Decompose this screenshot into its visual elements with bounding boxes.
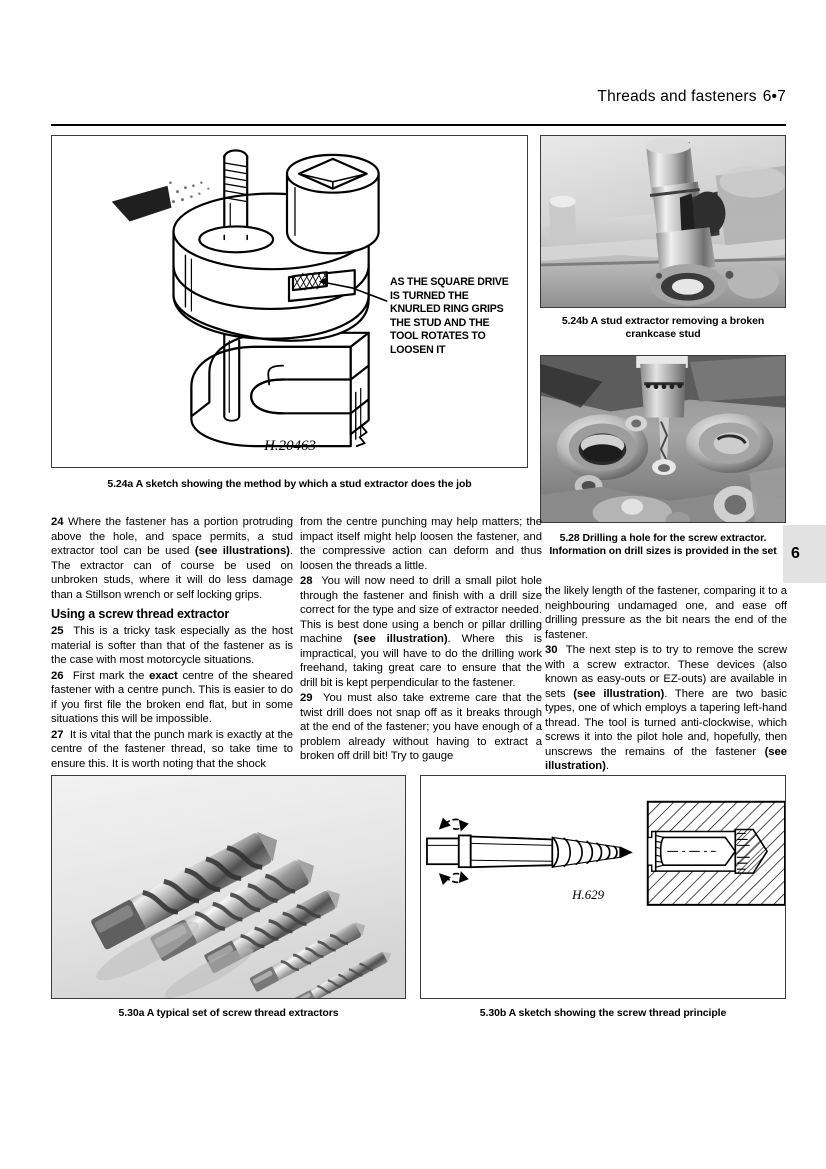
figure-5-28 xyxy=(540,355,786,523)
figure-5-30a xyxy=(51,775,406,999)
header-page-ref: 6•7 xyxy=(762,88,786,105)
paragraph-28-bold: (see illustration) xyxy=(353,633,448,646)
stud-extractor-photo xyxy=(541,136,785,308)
figure-5-24b xyxy=(540,135,786,308)
chapter-tab-number: 6 xyxy=(791,545,800,562)
caption-5-28: 5.28 Drilling a hole for the screw extractor. Information on drill sizes is provided in the set xyxy=(549,532,777,557)
paragraph-26-text-a: First mark the xyxy=(72,669,150,682)
subheading-screw-thread-extractor: Using a screw thread extractor xyxy=(51,607,230,622)
body-column-1 xyxy=(51,515,293,771)
paragraph-29 xyxy=(300,691,542,764)
paragraph-26 xyxy=(51,669,293,727)
paragraph-24-bold: (see illustrations) xyxy=(194,545,290,558)
caption-5-24a: 5.24a A sketch showing the method by which a stud extractor does the job xyxy=(107,478,472,490)
paragraph-30-bold-2: (see illustration) xyxy=(545,745,787,773)
paragraph-30-bold-1: (see illustration) xyxy=(573,687,665,700)
paragraph-30-text-b: . There are two basic types, one of which employs a tapering left-hand thread. The tool is turned anti-clockwise, which screws it into the pilot hole and, hopefully, then unscrews the remains of the fastener xyxy=(545,687,788,758)
body-column-2 xyxy=(300,515,542,764)
figure-callout-text: AS THE SQUARE DRIVE IS TURNED THE KNURLED RING GRIPS THE STUD AND THE TOOL ROTATES TO LOOSEN IT xyxy=(390,276,509,356)
paragraph-25-text: This is a tricky task especially as the host material is softer than that of the fastener as is the case with most motorcycle situations. xyxy=(51,625,293,667)
page-header xyxy=(51,88,786,106)
paragraph-28 xyxy=(300,574,542,690)
artist-code-530b: H.629 xyxy=(572,887,605,902)
paragraph-30-text-c: . xyxy=(605,760,609,773)
body-column-3 xyxy=(545,584,787,774)
paragraph-26-text-b: centre of the sheared fastener with a centre punch. This is easier to do if you first file the broken end flat, but in some situations this will be impossible. xyxy=(51,669,293,726)
header-divider xyxy=(51,124,786,126)
paragraph-number-30: 30 xyxy=(545,644,558,657)
paragraph-30 xyxy=(545,643,787,774)
screw-extractor-set-photo xyxy=(52,776,405,999)
paragraph-number-28: 28 xyxy=(300,575,313,588)
screw-thread-principle-sketch xyxy=(421,776,785,998)
paragraph-27-text: It is vital that the punch mark is exactly at the centre of the fastener thread, so take time to ensure this. It is worth noting that the shock xyxy=(51,728,293,770)
paragraph-number-24: 24 xyxy=(51,516,64,528)
header-title: Threads and fasteners xyxy=(597,88,757,105)
paragraph-24-text-b: . The extractor can of course be used on unbroken studs, where it will do less damage than a Stillson wrench or self locking grips. xyxy=(51,545,293,601)
caption-5-24b: 5.24b A stud extractor removing a broken crankcase stud xyxy=(561,315,765,340)
paragraph-29-continued: the likely length of the fastener, comparing it to a neighbouring undamaged one, and ease off drilling pressure as the bit nears the end of the fastener. xyxy=(545,585,787,641)
caption-5-30a: 5.30a A typical set of screw thread extractors xyxy=(118,1007,339,1019)
paragraph-30-text-a: The next step is to try to remove the screw with a screw extractor. These devices (also known as easy-outs or EZ-outs) are available in sets xyxy=(545,644,787,700)
paragraph-28-text-b: . Where this is impractical, you will have to do the drilling work freehand, taking great care to ensure that the drill bit is kept perpendicular to the fastener. xyxy=(300,633,542,689)
drilling-photo xyxy=(541,356,785,523)
paragraph-27 xyxy=(51,728,293,772)
paragraph-26-bold: exact xyxy=(149,669,178,682)
paragraph-number-25: 25 xyxy=(51,625,64,638)
paragraph-24 xyxy=(51,515,293,602)
paragraph-29-text: You must also take extreme care that the twist drill does not snap off as it breaks through at the end of the fastener; you have enough of a problem already without having to extract a broken off drill bit! Try to gauge xyxy=(300,692,542,763)
paragraph-27-continued: from the centre punching may help matters; the impact itself might help loosen the fastener, and the compressive action can deform and thus loosen the threads a little. xyxy=(300,516,542,572)
paragraph-number-29: 29 xyxy=(300,692,313,705)
artist-code-524a: H.20463 xyxy=(264,438,316,455)
paragraph-24-text-a: Where the fastener has a portion protruding above the hole, and space permits, a stud extractor tool can be used xyxy=(51,516,293,558)
figure-5-24a xyxy=(51,135,528,468)
figure-5-30b xyxy=(420,775,786,999)
paragraph-number-27: 27 xyxy=(51,728,64,741)
caption-5-30b: 5.30b A sketch showing the screw thread principle xyxy=(479,1007,727,1019)
paragraph-28-text-a: You will now need to drill a small pilot hole through the fastener and finish with a drill size correct for the type and size of extractor needed. This is best done using a bench or pillar drilling machine xyxy=(300,575,542,646)
paragraph-25 xyxy=(51,624,293,668)
paragraph-number-26: 26 xyxy=(51,669,64,682)
